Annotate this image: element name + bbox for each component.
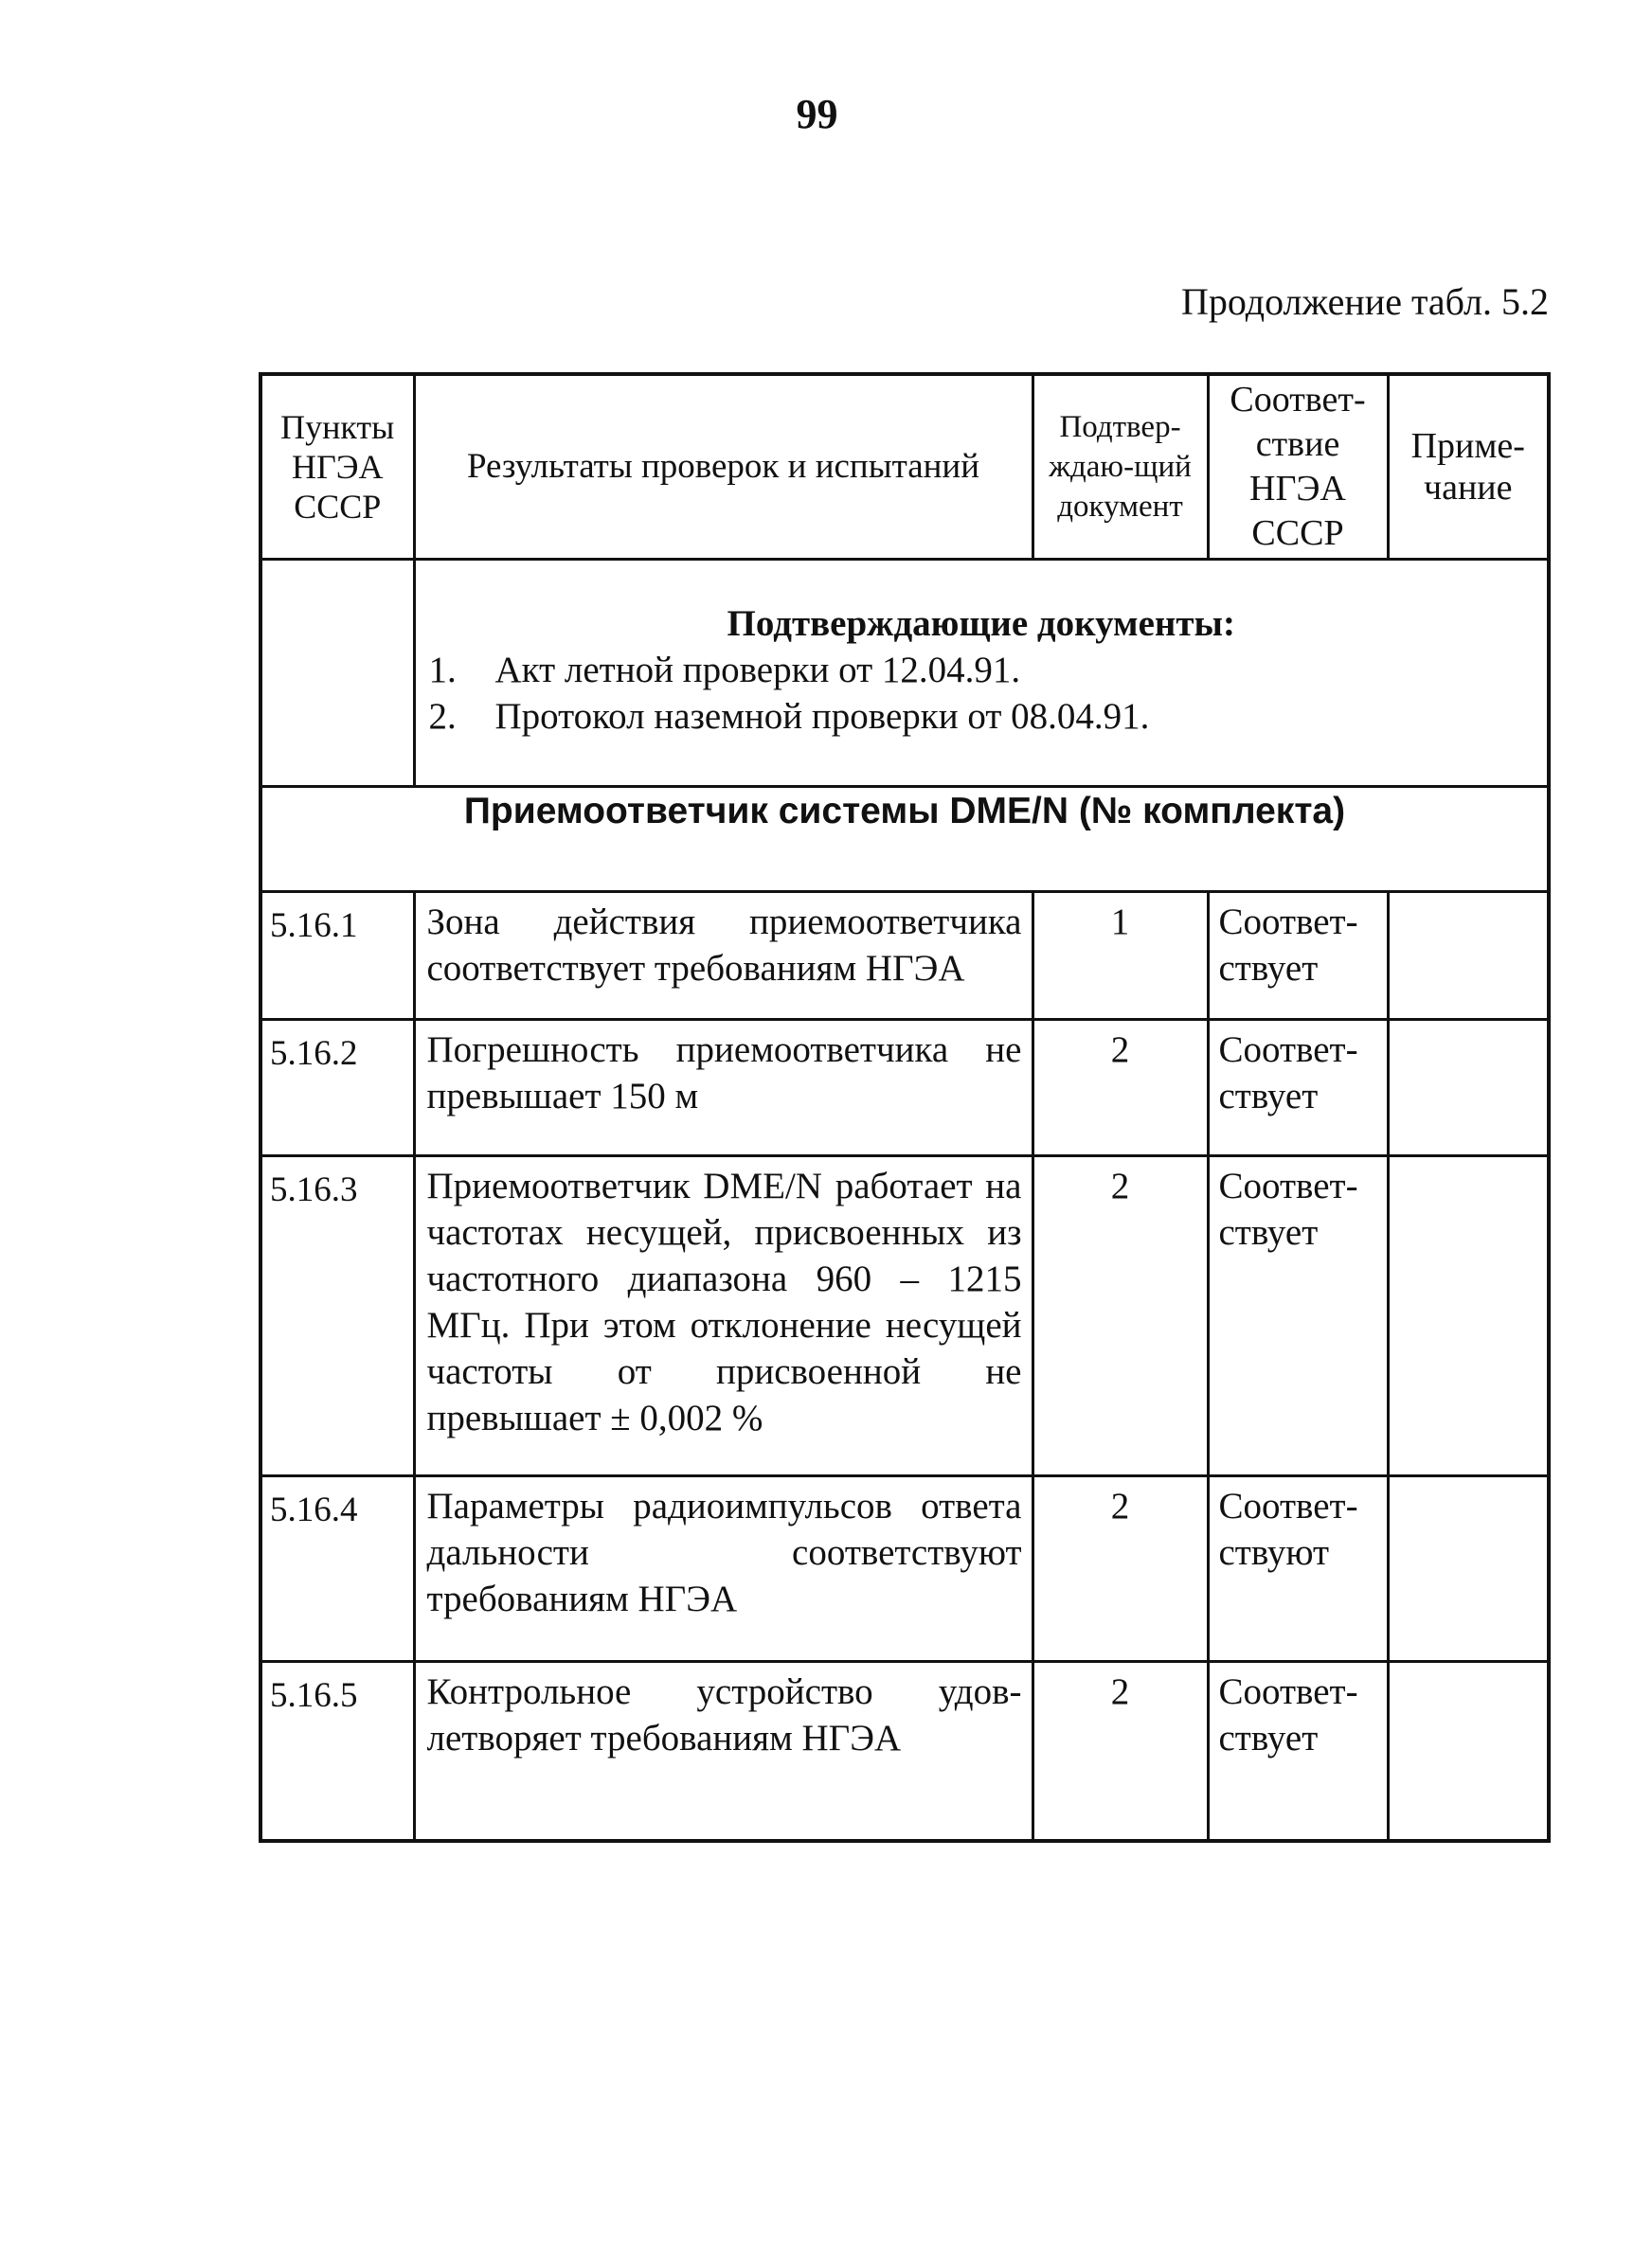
note-cell	[1388, 1019, 1549, 1155]
compliance-status: Соответ-ствует	[1208, 1155, 1388, 1475]
header-note: Приме-чание	[1388, 374, 1549, 559]
result-text: Приемоответчик DME/N работает на частотах несущей, присвоенных из частотного диапазона 960 – 1215 МГц. При этом отклонение несущей частоты от присвоенной не превышает ± 0,002 %	[414, 1155, 1032, 1475]
result-text: Параметры радиоимпульсов ответа дальности соответствуют требованиям НГЭА	[414, 1475, 1032, 1661]
confirming-docs-empty-cell	[260, 559, 414, 786]
clause-number: 5.16.5	[260, 1661, 414, 1841]
confirming-docs-title: Подтверждающие документы:	[727, 602, 1235, 644]
result-text: Погрешность приемоответчика не превышает 150 м	[414, 1019, 1032, 1155]
document-number: 2	[1032, 1661, 1208, 1841]
list-item	[429, 647, 1548, 693]
clause-number: 5.16.1	[260, 891, 414, 1019]
header-results: Результаты проверок и испытаний	[414, 374, 1032, 559]
confirming-docs-row	[260, 559, 1549, 786]
document-number: 1	[1032, 891, 1208, 1019]
table-row	[260, 1661, 1549, 1841]
compliance-status: Соответ-ствуют	[1208, 1475, 1388, 1661]
note-cell	[1388, 891, 1549, 1019]
list-item-text: Акт летной проверки от 12.04.91.	[494, 649, 1021, 690]
clause-number: 5.16.3	[260, 1155, 414, 1475]
results-table	[259, 372, 1551, 1843]
result-text: Контрольное устройство удов-летворяет требованиям НГЭА	[414, 1661, 1032, 1841]
page-number: 99	[796, 91, 838, 137]
document-number: 2	[1032, 1019, 1208, 1155]
clause-number: 5.16.2	[260, 1019, 414, 1155]
list-item-text: Протокол наземной проверки от 08.04.91.	[494, 695, 1150, 737]
compliance-status: Соответ-ствует	[1208, 891, 1388, 1019]
document-number: 2	[1032, 1155, 1208, 1475]
compliance-status: Соответ-ствует	[1208, 1019, 1388, 1155]
header-compliance: Соответ-ствие НГЭА СССР	[1208, 374, 1388, 559]
list-item-number: 1.	[428, 649, 457, 690]
section-row	[260, 786, 1549, 891]
confirming-docs-list	[416, 647, 1548, 740]
table-row	[260, 891, 1549, 1019]
header-clauses: Пункты НГЭА СССР	[260, 374, 414, 559]
list-item-number: 2.	[428, 695, 457, 737]
list-item	[429, 693, 1548, 740]
table-row	[260, 1475, 1549, 1661]
header-confirming-document: Подтвер-ждаю-щий документ	[1032, 374, 1208, 559]
table-row	[260, 1019, 1549, 1155]
section-title: Приемоответчик системы DME/N (№ комплекта)	[260, 786, 1549, 891]
note-cell	[1388, 1661, 1549, 1841]
note-cell	[1388, 1475, 1549, 1661]
document-number: 2	[1032, 1475, 1208, 1661]
clause-number: 5.16.4	[260, 1475, 414, 1661]
confirming-docs-cell	[414, 559, 1549, 786]
table-header-row	[260, 374, 1549, 559]
table-continuation-label: Продолжение табл. 5.2	[1181, 280, 1549, 323]
note-cell	[1388, 1155, 1549, 1475]
compliance-status: Соответ-ствует	[1208, 1661, 1388, 1841]
table-row	[260, 1155, 1549, 1475]
result-text: Зона действия приемоответчика соответствует требованиям НГЭА	[414, 891, 1032, 1019]
